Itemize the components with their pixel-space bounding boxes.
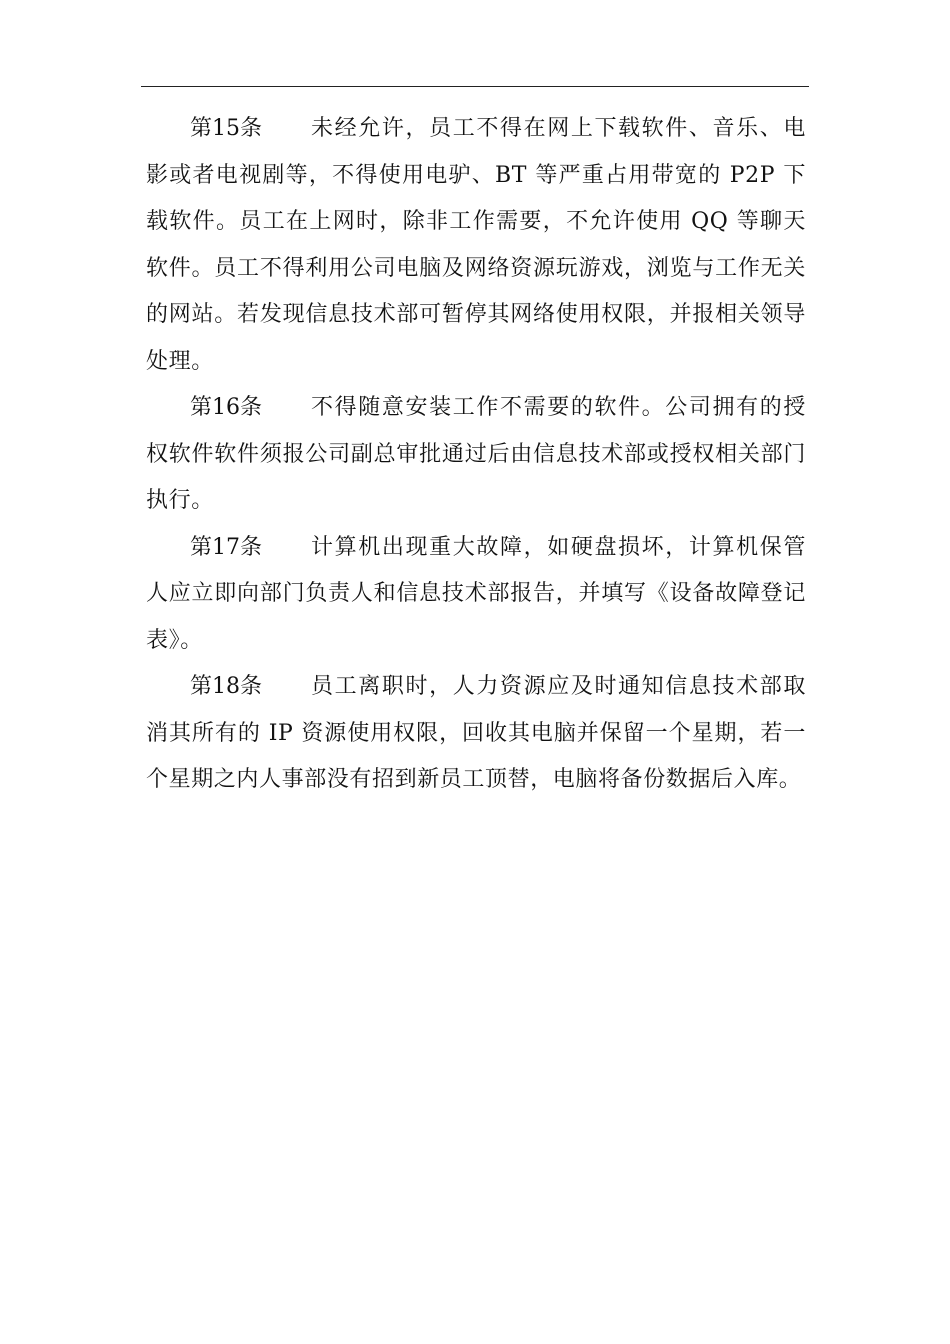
article-16 <box>146 385 806 525</box>
article-18 <box>146 664 806 804</box>
article-number: 第18条 <box>190 674 262 699</box>
article-text: 计算机出现重大故障，如硬盘损坏，计算机保管人应立即向部门负责人和信息技术部报告，并填写《设备故障登记表》。 <box>146 534 806 653</box>
article-text: 未经允许，员工不得在网上下载软件、音乐、电影或者电视剧等，不得使用电驴、BT 等严重占用带宽的 P2P 下载软件。员工在上网时，除非工作需要，不允许使用 QQ 等聊天软件。员工不得利用公司电脑及网络资源玩游戏，浏览与工作无关的网站。若发现信息技术部可暂停其网络使用权限，并报相关领导处理。 <box>146 116 806 374</box>
document-body <box>146 106 806 804</box>
article-number: 第17条 <box>190 534 262 560</box>
article-text: 不得随意安装工作不需要的软件。公司拥有的授权软件软件须报公司副总审批通过后由信息技术部或授权相关部门执行。 <box>146 395 806 513</box>
header-rule <box>141 86 809 87</box>
article-text: 员工离职时，人力资源应及时通知信息技术部取消其所有的 IP 资源使用权限，回收其电脑并保留一个星期，若一个星期之内人事部没有招到新员工顶替，电脑将备份数据后入库。 <box>146 674 806 792</box>
article-17 <box>146 525 806 665</box>
article-number: 第15条 <box>190 116 262 141</box>
article-15 <box>146 106 806 385</box>
article-number: 第16条 <box>190 395 262 420</box>
